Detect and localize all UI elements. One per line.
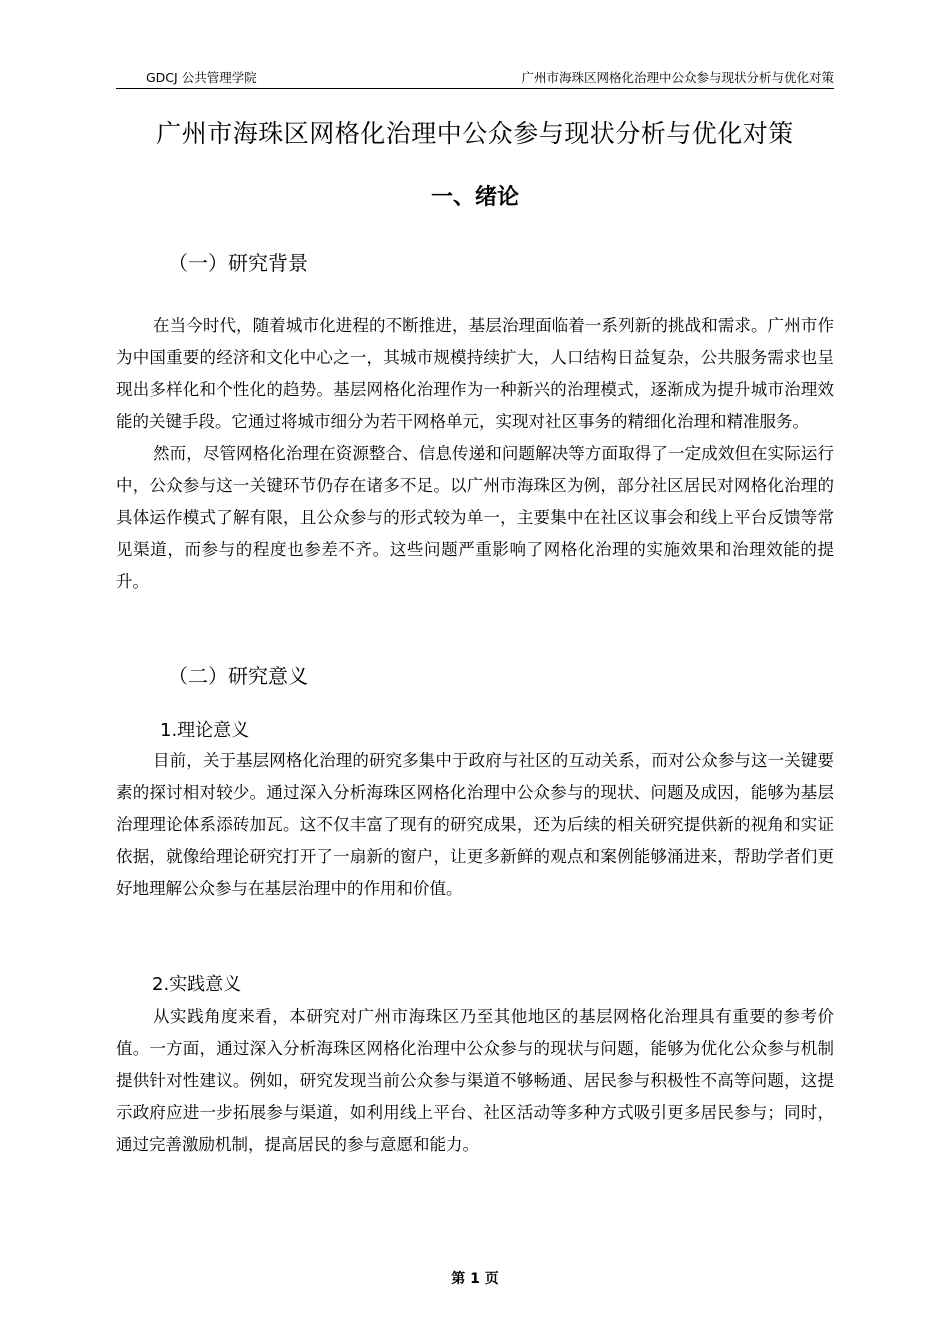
practice-body: [116, 1001, 834, 1161]
header-left-text: GDCJ 公共管理学院: [146, 70, 257, 85]
page-number: 第 1 页: [451, 1271, 499, 1287]
practice-paragraph: 从实践角度来看，本研究对广州市海珠区乃至其他地区的基层网格化治理具有重要的参考价值。一方面，通过深入分析海珠区网格化治理中公众参与的现状与问题，能够为优化公众参与机制提供针对性建议。例如，研究发现当前公众参与渠道不够畅通、居民参与积极性不高等问题，这提示政府应进一步拓展参与渠道，如利用线上平台、社区活动等多种方式吸引更多居民参与；同时，通过完善激励机制，提高居民的参与意愿和能力。: [116, 1007, 834, 1154]
section-heading-significance: （二）研究意义: [168, 664, 308, 688]
page-header: [116, 66, 834, 89]
chapter-heading: 一、绪论: [430, 185, 519, 210]
subsection-heading-theory: 1.理论意义: [160, 720, 250, 741]
subsection-heading-practice: 2.实践意义: [152, 974, 242, 995]
theory-paragraph: 目前，关于基层网格化治理的研究多集中于政府与社区的互动关系，而对公众参与这一关键要素的探讨相对较少。通过深入分析海珠区网格化治理中公众参与的现状、问题及成因，能够为基层治理理论体系添砖加瓦。这不仅丰富了现有的研究成果，还为后续的相关研究提供新的视角和实证依据，就像给理论研究打开了一扇新的窗户，让更多新鲜的观点和案例能够涌进来，帮助学者们更好地理解公众参与在基层治理中的作用和价值。: [116, 751, 834, 898]
header-right-text: 广州市海珠区网格化治理中公众参与现状分析与优化对策: [521, 70, 834, 85]
theory-body: [116, 745, 834, 905]
background-paragraph-1: 在当今时代，随着城市化进程的不断推进，基层治理面临着一系列新的挑战和需求。广州市作为中国重要的经济和文化中心之一，其城市规模持续扩大，人口结构日益复杂，公共服务需求也呈现出多样化和个性化的趋势。基层网格化治理作为一种新兴的治理模式，逐渐成为提升城市治理效能的关键手段。它通过将城市细分为若干网格单元，实现对社区事务的精细化治理和精准服务。: [116, 316, 834, 431]
background-paragraph-2: 然而，尽管网格化治理在资源整合、信息传递和问题解决等方面取得了一定成效但在实际运行中，公众参与这一关键环节仍存在诸多不足。以广州市海珠区为例，部分社区居民对网格化治理的具体运作模式了解有限，且公众参与的形式较为单一，主要集中在社区议事会和线上平台反馈等常见渠道，而参与的程度也参差不齐。这些问题严重影响了网格化治理的实施效果和治理效能的提升。: [116, 444, 834, 591]
document-title: 广州市海珠区网格化治理中公众参与现状分析与优化对策: [156, 119, 794, 148]
section-heading-background: （一）研究背景: [168, 251, 308, 275]
background-body: [116, 310, 834, 598]
